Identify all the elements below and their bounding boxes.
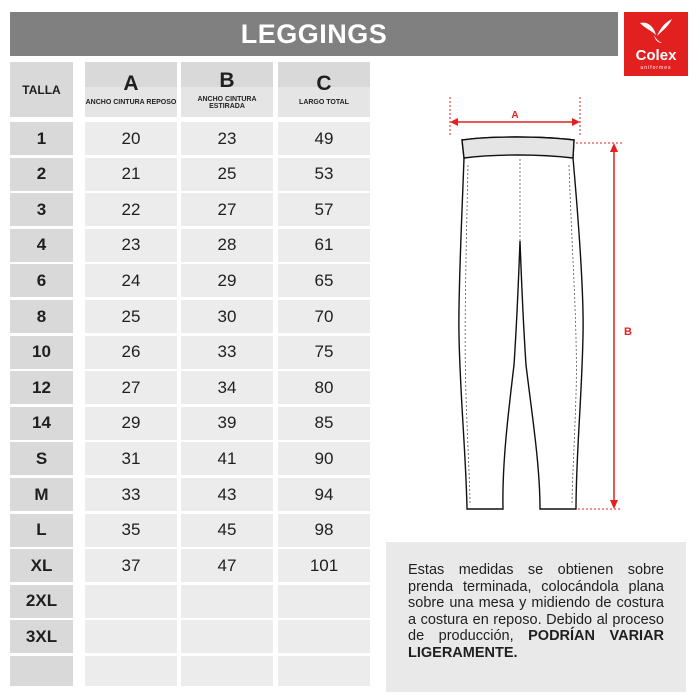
value-cell: 41 <box>181 442 273 475</box>
value-cell: 94 <box>278 478 370 511</box>
size-cell: 1 <box>10 122 73 155</box>
value-cell <box>85 620 177 653</box>
waistband <box>462 137 574 158</box>
value-cell: 22 <box>85 193 177 226</box>
column-label: ANCHO CINTURA REPOSO <box>85 99 177 107</box>
leggings-diagram <box>400 95 640 525</box>
value-cell: 98 <box>278 514 370 547</box>
value-cell: 23 <box>181 122 273 155</box>
size-cell: 4 <box>10 229 73 262</box>
size-cell: 12 <box>10 371 73 404</box>
value-cell: 29 <box>85 407 177 440</box>
value-cell: 61 <box>278 229 370 262</box>
value-cell: 25 <box>85 300 177 333</box>
value-cell: 34 <box>181 371 273 404</box>
size-cell: 14 <box>10 407 73 440</box>
value-cell: 49 <box>278 122 370 155</box>
size-cell: 2 <box>10 158 73 191</box>
size-cell: 3 <box>10 193 73 226</box>
leggings-outline <box>459 137 583 509</box>
brand-logo <box>624 12 688 76</box>
size-cell: 10 <box>10 336 73 369</box>
column-letter: C <box>316 72 332 96</box>
size-cell <box>10 656 73 686</box>
value-cell <box>85 585 177 618</box>
value-cell: 65 <box>278 264 370 297</box>
page-title-bar <box>10 12 618 56</box>
value-cell: 101 <box>278 549 370 582</box>
column-label: LARGO TOTAL <box>299 99 349 107</box>
value-cell: 37 <box>85 549 177 582</box>
value-cell: 27 <box>85 371 177 404</box>
size-cell: S <box>10 442 73 475</box>
value-cell: 30 <box>181 300 273 333</box>
value-cell: 25 <box>181 158 273 191</box>
value-cell: 70 <box>278 300 370 333</box>
value-cell: 29 <box>181 264 273 297</box>
size-cell: 6 <box>10 264 73 297</box>
measurement-note <box>386 542 686 692</box>
value-cell <box>278 585 370 618</box>
logo-brand: Colex <box>635 47 677 64</box>
value-cell <box>278 656 370 686</box>
column-header-a <box>85 62 177 117</box>
column-label: ANCHO CINTURA ESTIRADA <box>197 95 257 110</box>
note-text: Estas medidas se obtienen sobre prenda terminada, colocándola plana sobre una mesa y midiendo de costura a costura en reposo. Debido al proceso de producción, <box>408 562 664 644</box>
logo-tagline: uniformes <box>640 65 672 71</box>
label-a: A <box>511 110 519 121</box>
value-cell: 21 <box>85 158 177 191</box>
value-cell: 43 <box>181 478 273 511</box>
page-title: LEGGINGS <box>240 18 388 49</box>
column-header-b <box>181 62 273 117</box>
column-letter: A <box>123 72 139 96</box>
size-cell: XL <box>10 549 73 582</box>
value-cell <box>85 656 177 686</box>
value-cell: 31 <box>85 442 177 475</box>
value-cell: 53 <box>278 158 370 191</box>
value-cell: 23 <box>85 229 177 262</box>
bird-logo-icon <box>638 17 674 47</box>
value-cell: 28 <box>181 229 273 262</box>
value-cell: 90 <box>278 442 370 475</box>
size-cell: 2XL <box>10 585 73 618</box>
value-cell: 33 <box>181 336 273 369</box>
size-column-header: TALLA <box>10 62 73 117</box>
note-emphasis: PODRÍAN VARIAR LIGERAMENTE. <box>408 628 665 661</box>
value-cell: 57 <box>278 193 370 226</box>
size-cell: L <box>10 514 73 547</box>
value-cell: 85 <box>278 407 370 440</box>
value-cell: 26 <box>85 336 177 369</box>
size-cell: M <box>10 478 73 511</box>
size-cell: 3XL <box>10 620 73 653</box>
value-cell: 47 <box>181 549 273 582</box>
value-cell: 24 <box>85 264 177 297</box>
value-cell: 75 <box>278 336 370 369</box>
size-cell: 8 <box>10 300 73 333</box>
value-cell <box>278 620 370 653</box>
column-letter: B <box>219 68 235 92</box>
value-cell: 33 <box>85 478 177 511</box>
value-cell: 80 <box>278 371 370 404</box>
value-cell: 39 <box>181 407 273 440</box>
value-cell <box>181 585 273 618</box>
label-b: B <box>624 326 632 338</box>
value-cell: 20 <box>85 122 177 155</box>
value-cell <box>181 656 273 686</box>
value-cell: 35 <box>85 514 177 547</box>
value-cell <box>181 620 273 653</box>
value-cell: 27 <box>181 193 273 226</box>
column-header-c <box>278 62 370 117</box>
value-cell: 45 <box>181 514 273 547</box>
